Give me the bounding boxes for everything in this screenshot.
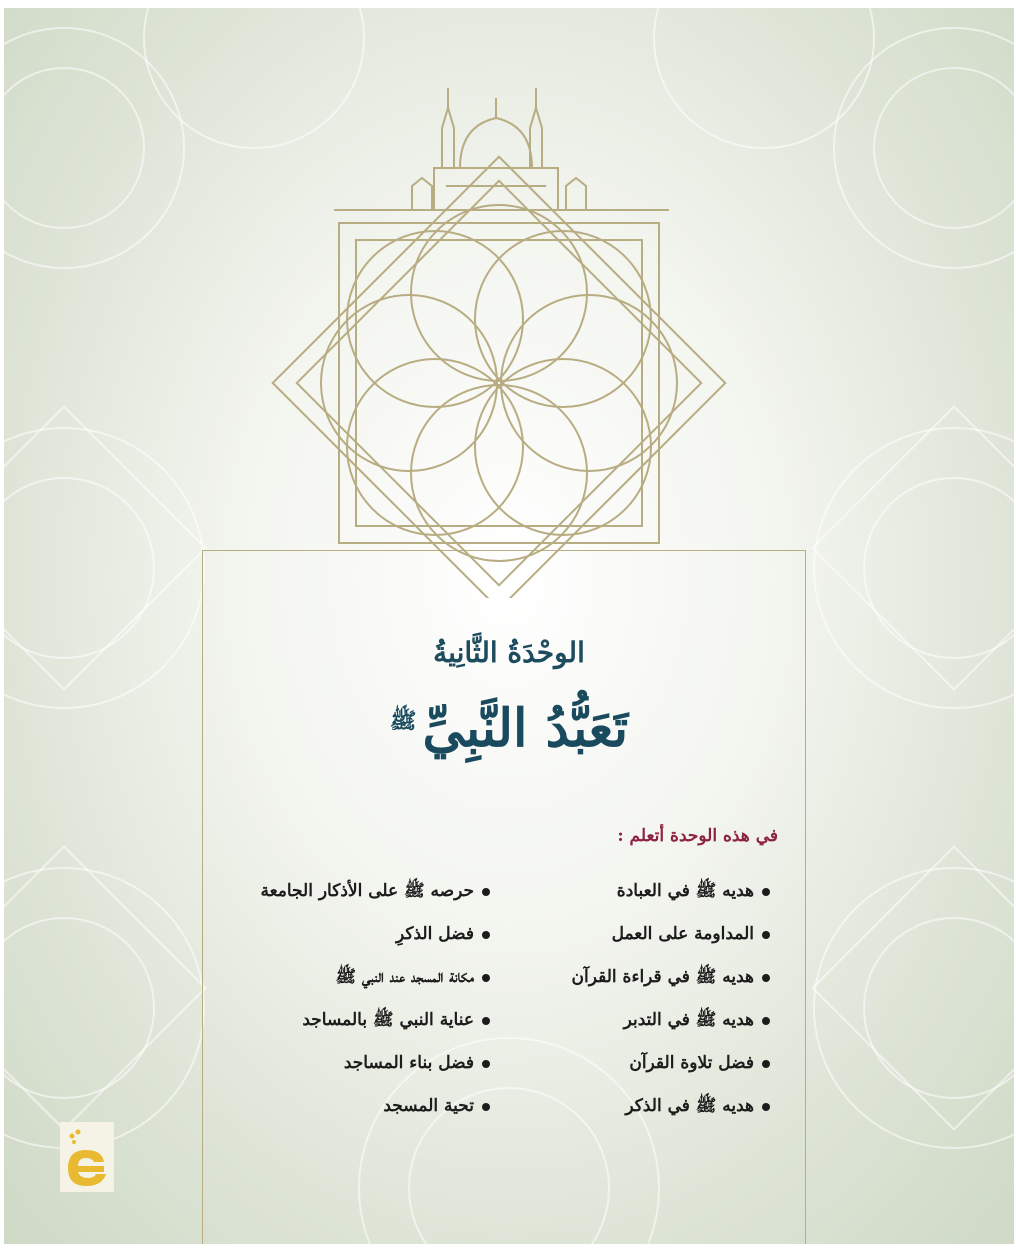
bullet-icon [762,931,770,939]
topic-text: فضل بناء المساجد [343,1053,474,1073]
publisher-logo-icon [60,1122,114,1192]
list-item [572,1091,770,1134]
topic-text: مكانة المسجد عند النبي ﷺ [335,967,474,987]
list-item [260,962,490,1005]
unit-label: الوحْدَةُ الثَّانِيةُ [433,636,585,669]
topics-list-right [572,876,770,1134]
bullet-icon [762,1017,770,1025]
list-item [572,1005,770,1048]
learning-intro: في هذه الوحدة أتعلم : [617,826,778,846]
topic-text: المداومة على العمل [611,924,754,944]
bullet-icon [482,931,490,939]
honorific-mark: ﷺ [389,707,417,734]
topic-text: فضل الذكرِ [396,924,474,944]
bullet-icon [762,888,770,896]
topic-text: هديه ﷺ في العبادة [616,881,754,901]
list-item [260,876,490,919]
bullet-icon [482,1017,490,1025]
topic-text: هديه ﷺ في قراءة القرآن [571,967,754,987]
bullet-icon [482,1060,490,1068]
bullet-icon [762,1103,770,1111]
topic-text: حرصه ﷺ على الأذكار الجامعة [260,881,474,901]
bullet-icon [762,1060,770,1068]
topic-text: فضل تلاوة القرآن [629,1053,754,1073]
list-item [260,1091,490,1134]
topic-text: عناية النبي ﷺ بالمساجد [302,1010,474,1030]
list-item [260,919,490,962]
bullet-icon [482,888,490,896]
bullet-icon [482,974,490,982]
list-item [572,919,770,962]
topic-text: هديه ﷺ في التدبر [623,1010,754,1030]
list-item [572,876,770,919]
topic-text: تحية المسجد [383,1096,474,1116]
list-item [260,1048,490,1091]
book-page [4,8,1014,1244]
topics-list-left [260,876,490,1134]
bullet-icon [762,974,770,982]
list-item [572,962,770,1005]
list-item [572,1048,770,1091]
list-item [260,1005,490,1048]
unit-title-text: تَعَبُّدُ النَّبِيِّ [422,698,629,759]
mosque-star-emblem-icon [264,78,734,598]
unit-title [4,698,1014,759]
topic-text: هديه ﷺ في الذكر [625,1096,754,1116]
bullet-icon [482,1103,490,1111]
